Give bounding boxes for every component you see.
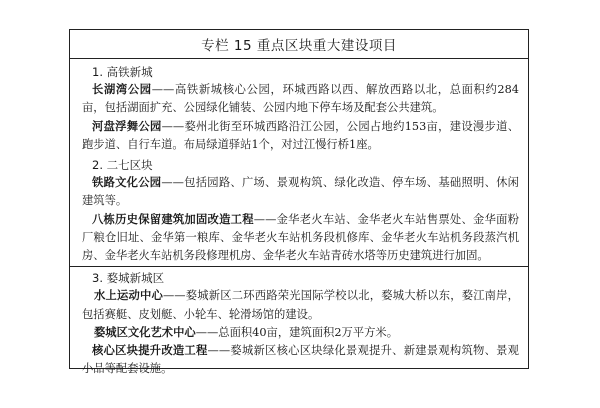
section-heading-erqi: 2. 二七区块 bbox=[92, 158, 153, 173]
panel-body bbox=[70, 59, 528, 378]
project-name: 婺城区文化艺术中心 bbox=[94, 325, 196, 339]
project-name: 河盘浮舞公园 bbox=[92, 119, 162, 133]
section-divider bbox=[70, 266, 528, 267]
project-changhuwan-park bbox=[82, 81, 519, 117]
project-desc: ——婺城新区二环西路荣光国际学校以北，婺城大桥以东，婺江南岸，包括赛艇、皮划艇、小轮车、轮滑场馆的建设。 bbox=[82, 289, 519, 321]
project-core-upgrade bbox=[82, 342, 519, 378]
project-desc: ——总面积40亩，建筑面积2万平方米。 bbox=[195, 325, 399, 339]
project-name: 水上运动中心 bbox=[94, 289, 163, 303]
project-desc: ——包括园路、广场、景观构筑、绿化改造、停车场、基础照明、休闲建筑等。 bbox=[82, 176, 519, 208]
project-railway-park bbox=[82, 174, 519, 210]
project-hepan-park bbox=[82, 118, 519, 154]
project-name: 核心区块提升改造工程 bbox=[92, 344, 208, 358]
project-desc: ——婺城新区核心区块绿化景观提升、新建景观构筑物、景观小品等配套设施。 bbox=[82, 344, 519, 376]
title-row bbox=[70, 30, 528, 59]
project-name: 长湖湾公园 bbox=[92, 83, 152, 97]
project-culture-center bbox=[82, 324, 519, 342]
project-historic-buildings bbox=[82, 211, 519, 266]
project-name: 铁路文化公园 bbox=[92, 176, 162, 190]
project-desc: ——金华老火车站、金华老火车站售票处、金华面粉厂粮仓旧址、金华第一粮库、金华老火车站机务段机修库、金华老火车站机务段蒸汽机房、金华老火车站机务段修理机房、金华老火车站青砖水塔等历史建筑进行加固。 bbox=[82, 212, 519, 263]
panel-title: 专栏 15 重点区块重大建设项目 bbox=[201, 38, 397, 54]
project-water-sports bbox=[82, 287, 519, 323]
project-panel bbox=[69, 29, 529, 376]
section-heading-wucheng: 3. 婺城新城区 bbox=[92, 271, 165, 286]
project-desc: ——高铁新城核心公园，环城西路以西、解放西路以北，总面积约284亩，包括湖面扩充、公园绿化铺装、公园内地下停车场及配套公共建筑。 bbox=[82, 83, 519, 115]
section-heading-gaotie: 1. 高铁新城 bbox=[92, 65, 153, 79]
project-name: 八栋历史保留建筑加固改造工程 bbox=[92, 212, 254, 226]
project-desc: ——婺州北街至环城西路沿江公园，公园占地约153亩，建设漫步道、跑步道、自行车道。布局绿道驿站1个，对过江慢行桥1座。 bbox=[82, 119, 519, 151]
